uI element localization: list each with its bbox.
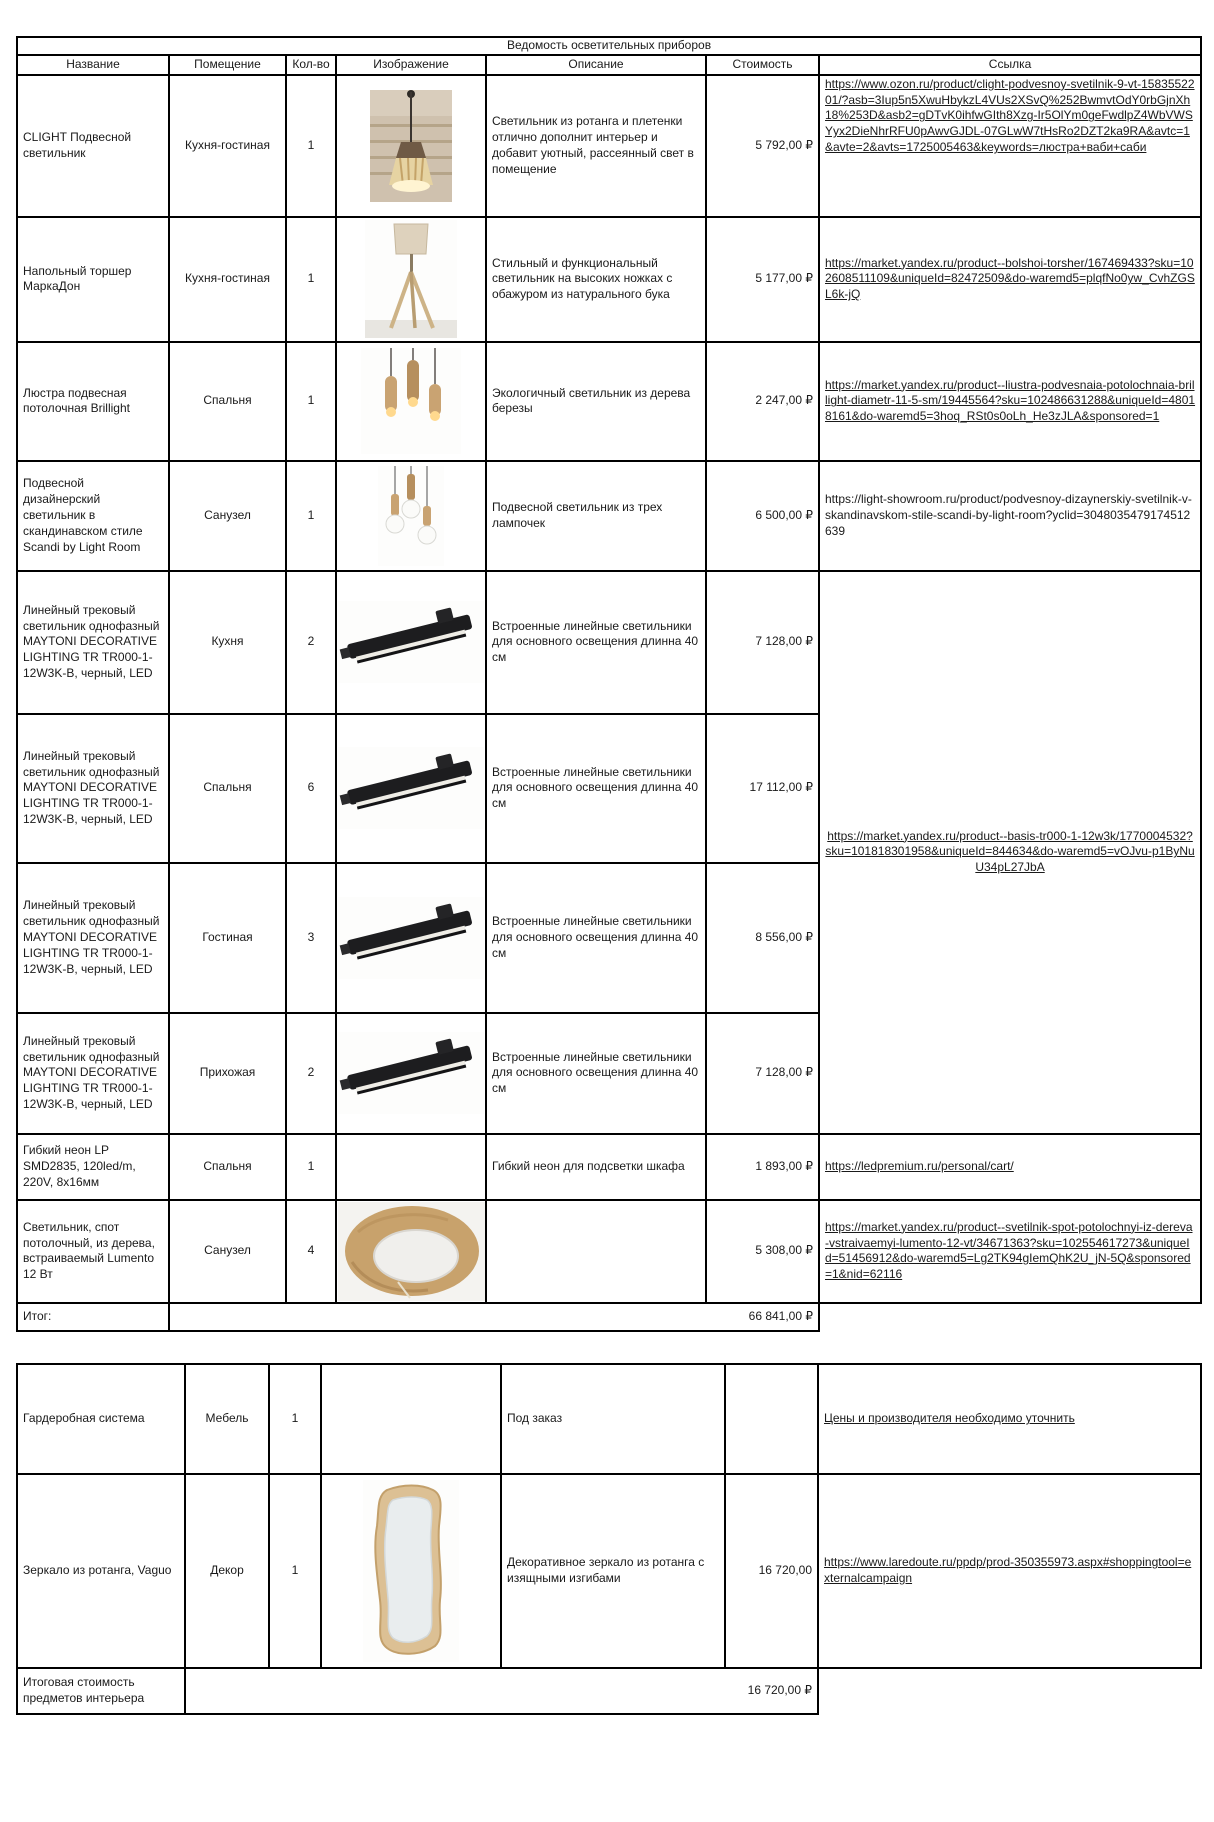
link-cell bbox=[819, 217, 1201, 342]
description-cell: Подвесной светильник из трех лампочек bbox=[486, 461, 706, 571]
product-link[interactable]: https://www.laredoute.ru/ppdp/prod-350355973.aspx#shoppingtool=externalcampaign bbox=[824, 1555, 1192, 1585]
product-link[interactable]: https://market.yandex.ru/product--svetilnik-spot-potolochnyi-iz-dereva-vstraivaemyi-lumento-12-vt/34671363?sku=102554617273&uniqueId=51456912&do-waremd5=Lg2TK94gIemQhK2U_jN-5Q&sponsored=1&nid=62116 bbox=[825, 1219, 1193, 1282]
cost-cell: 2 247,00 ₽ bbox=[706, 342, 819, 461]
cost-cell: 5 792,00 ₽ bbox=[706, 75, 819, 217]
total-row bbox=[17, 1668, 1201, 1714]
total-value: 66 841,00 ₽ bbox=[169, 1303, 819, 1331]
rattan-mirror-photo bbox=[363, 1480, 459, 1662]
product-link[interactable]: https://ledpremium.ru/personal/cart/ bbox=[825, 1158, 1014, 1173]
table-row bbox=[17, 571, 1201, 714]
total-label: Итог: bbox=[17, 1303, 169, 1331]
room-cell: Гостиная bbox=[169, 863, 286, 1013]
name-cell: Подвесной дизайнерский светильник в скандинавском стиле Scandi by Light Room bbox=[17, 461, 169, 571]
room-cell: Кухня bbox=[169, 571, 286, 714]
cost-cell: 6 500,00 ₽ bbox=[706, 461, 819, 571]
empty-area bbox=[818, 1668, 1201, 1714]
header-row bbox=[17, 55, 1201, 75]
table-row bbox=[17, 342, 1201, 461]
image-cell bbox=[336, 342, 486, 461]
image-cell bbox=[336, 863, 486, 1013]
link-cell bbox=[819, 75, 1201, 217]
merged-link-cell bbox=[819, 571, 1201, 1134]
name-cell: CLIGHT Подвесной светильник bbox=[17, 75, 169, 217]
qty-cell: 1 bbox=[269, 1364, 321, 1474]
product-link[interactable]: https://market.yandex.ru/product--bolshoi-torsher/167469433?sku=102608511109&uniqueId=82472509&do-waremd5=plqfNo0yw_CvhZGSL6k-jQ bbox=[825, 255, 1195, 302]
cost-cell: 1 893,00 ₽ bbox=[706, 1134, 819, 1200]
qty-cell: 2 bbox=[286, 571, 336, 714]
name-cell: Люстра подвесная потолочная Brillight bbox=[17, 342, 169, 461]
qty-cell: 1 bbox=[269, 1474, 321, 1668]
name-cell: Линейный трековый светильник однофазный MAYTONI DECORATIVE LIGHTING TR TR000-1-12W3K-B, черный, LED bbox=[17, 863, 169, 1013]
description-cell: Под заказ bbox=[501, 1364, 725, 1474]
link-cell bbox=[819, 461, 1201, 571]
description-cell: Гибкий неон для подсветки шкафа bbox=[486, 1134, 706, 1200]
total-label: Итоговая стоимость предметов интерьера bbox=[17, 1668, 185, 1714]
description-cell: Светильник из ротанга и плетенки отлично дополнит интерьер и добавит уютный, рассеянный свет в помещение bbox=[486, 75, 706, 217]
image-cell bbox=[336, 1013, 486, 1134]
image-cell bbox=[336, 571, 486, 714]
table-title: Ведомость осветительных приборов bbox=[17, 37, 1201, 55]
col-header-image: Изображение bbox=[336, 55, 486, 75]
cost-cell: 8 556,00 ₽ bbox=[706, 863, 819, 1013]
description-cell: Встроенные линейные светильники для основного освещения длинна 40 см bbox=[486, 863, 706, 1013]
col-header-room: Помещение bbox=[169, 55, 286, 75]
tripod-floor-lamp-photo bbox=[365, 220, 457, 338]
name-cell: Гибкий неон LP SMD2835, 120led/m, 220V, 8x16мм bbox=[17, 1134, 169, 1200]
wooden-pendant-trio-photo bbox=[361, 348, 461, 454]
col-header-link: Ссылка bbox=[819, 55, 1201, 75]
room-cell: Спальня bbox=[169, 1134, 286, 1200]
link-cell bbox=[818, 1474, 1201, 1668]
link-cell bbox=[819, 1134, 1201, 1200]
table-row bbox=[17, 1134, 1201, 1200]
col-header-cost: Стоимость bbox=[706, 55, 819, 75]
table-row bbox=[17, 1474, 1201, 1668]
link-cell bbox=[819, 342, 1201, 461]
image-cell bbox=[336, 75, 486, 217]
table-row bbox=[17, 217, 1201, 342]
lighting-table bbox=[16, 36, 1202, 1332]
image-cell bbox=[336, 1134, 486, 1200]
room-cell: Санузел bbox=[169, 461, 286, 571]
room-cell: Спальня bbox=[169, 714, 286, 863]
description-cell: Стильный и функциональный светильник на высоких ножках с обажуром из натурального бука bbox=[486, 217, 706, 342]
name-cell: Линейный трековый светильник однофазный MAYTONI DECORATIVE LIGHTING TR TR000-1-12W3K-B, черный, LED bbox=[17, 571, 169, 714]
image-cell bbox=[336, 217, 486, 342]
cost-cell: 16 720,00 bbox=[725, 1474, 818, 1668]
image-cell bbox=[321, 1364, 501, 1474]
black-track-light-photo bbox=[338, 1032, 484, 1114]
room-cell: Спальня bbox=[169, 342, 286, 461]
description-cell: Экологичный светильник из дерева березы bbox=[486, 342, 706, 461]
image-cell bbox=[336, 461, 486, 571]
interior-table bbox=[16, 1363, 1202, 1715]
cost-cell: 7 128,00 ₽ bbox=[706, 571, 819, 714]
wooden-spot-light-photo bbox=[338, 1202, 486, 1301]
total-row bbox=[17, 1303, 1201, 1331]
empty-area bbox=[819, 1303, 1201, 1331]
cost-cell: 7 128,00 ₽ bbox=[706, 1013, 819, 1134]
qty-cell: 3 bbox=[286, 863, 336, 1013]
room-cell: Прихожая bbox=[169, 1013, 286, 1134]
cost-cell: 5 177,00 ₽ bbox=[706, 217, 819, 342]
description-cell bbox=[486, 1200, 706, 1303]
qty-cell: 2 bbox=[286, 1013, 336, 1134]
total-value: 16 720,00 ₽ bbox=[185, 1668, 818, 1714]
qty-cell: 4 bbox=[286, 1200, 336, 1303]
room-cell: Мебель bbox=[185, 1364, 269, 1474]
name-cell: Напольный торшер МаркаДон bbox=[17, 217, 169, 342]
black-track-light-photo bbox=[338, 897, 484, 979]
name-cell: Светильник, спот потолочный, из дерева, встраиваемый Lumento 12 Вт bbox=[17, 1200, 169, 1303]
table-row bbox=[17, 1364, 1201, 1474]
note-link[interactable]: Цены и производителя необходимо уточнить bbox=[824, 1411, 1075, 1426]
image-cell bbox=[336, 1200, 486, 1303]
cost-cell: 5 308,00 ₽ bbox=[706, 1200, 819, 1303]
col-header-name: Название bbox=[17, 55, 169, 75]
product-link[interactable]: https://market.yandex.ru/product--liustra-podvesnaia-potolochnaia-brillight-diametr-11-5-sm/19445564?sku=102486631288&uniqueId=48018161&do-waremd5=3hoq_RSt0s0oLh_He3zJLA&sponsored=1 bbox=[825, 377, 1196, 424]
description-cell: Декоративное зеркало из ротанга с изящными изгибами bbox=[501, 1474, 725, 1668]
qty-cell: 1 bbox=[286, 461, 336, 571]
col-header-description: Описание bbox=[486, 55, 706, 75]
description-cell: Встроенные линейные светильники для основного освещения длинна 40 см bbox=[486, 571, 706, 714]
name-cell: Гардеробная система bbox=[17, 1364, 185, 1474]
qty-cell: 1 bbox=[286, 75, 336, 217]
rattan-pendant-lamp-photo bbox=[370, 90, 452, 202]
cost-cell: 17 112,00 ₽ bbox=[706, 714, 819, 863]
product-link[interactable]: https://www.ozon.ru/product/clight-podvesnoy-svetilnik-9-vt-1583552201/?asb=3Iup5n5XwuHbykzL4VUs2XSvQ%252BwmvtOdY0rbGjnXh18%253D&asb2=gDTvK0ihfwGIth8Xzg-Ir5OlYm0geFwdlpZ4WbVWSYyx2DieNhrRFU0pAwvGJDL-07GLwW7tHsRo2DZT2ka9RA&avtc=1&avte=2&avts=1725005463&keywords=люстра+ваби+саби bbox=[825, 76, 1195, 155]
room-cell: Кухня-гостиная bbox=[169, 75, 286, 217]
link-cell bbox=[818, 1364, 1201, 1474]
image-cell bbox=[321, 1474, 501, 1668]
table-row bbox=[17, 1200, 1201, 1303]
qty-cell: 1 bbox=[286, 217, 336, 342]
black-track-light-photo bbox=[338, 747, 484, 829]
description-cell: Встроенные линейные светильники для основного освещения длинна 40 см bbox=[486, 1013, 706, 1134]
qty-cell: 1 bbox=[286, 342, 336, 461]
qty-cell: 6 bbox=[286, 714, 336, 863]
room-cell: Декор bbox=[185, 1474, 269, 1668]
black-track-light-photo bbox=[338, 601, 484, 683]
qty-cell: 1 bbox=[286, 1134, 336, 1200]
name-cell: Линейный трековый светильник однофазный MAYTONI DECORATIVE LIGHTING TR TR000-1-12W3K-B, черный, LED bbox=[17, 1013, 169, 1134]
scandi-bulb-pendant-photo bbox=[378, 466, 444, 566]
name-cell: Зеркало из ротанга, Vaguo bbox=[17, 1474, 185, 1668]
room-cell: Кухня-гостиная bbox=[169, 217, 286, 342]
table-row bbox=[17, 461, 1201, 571]
table-row bbox=[17, 75, 1201, 217]
table-title-row bbox=[17, 37, 1201, 55]
room-cell: Санузел bbox=[169, 1200, 286, 1303]
link-cell bbox=[819, 1200, 1201, 1303]
product-link[interactable]: https://light-showroom.ru/product/podvesnoy-dizaynerskiy-svetilnik-v-skandinavskom-stile-scandi-by-light-room?yclid=3048035479174512639 bbox=[825, 492, 1192, 538]
product-link[interactable]: https://market.yandex.ru/product--basis-tr000-1-12w3k/1770004532?sku=101818301958&uniqueId=844634&do-waremd5=vOJvu-p1ByNuU34pL27JbA bbox=[825, 828, 1195, 875]
name-cell: Линейный трековый светильник однофазный MAYTONI DECORATIVE LIGHTING TR TR000-1-12W3K-B, черный, LED bbox=[17, 714, 169, 863]
col-header-qty: Кол-во bbox=[286, 55, 336, 75]
cost-cell bbox=[725, 1364, 818, 1474]
image-cell bbox=[336, 714, 486, 863]
description-cell: Встроенные линейные светильники для основного освещения длинна 40 см bbox=[486, 714, 706, 863]
